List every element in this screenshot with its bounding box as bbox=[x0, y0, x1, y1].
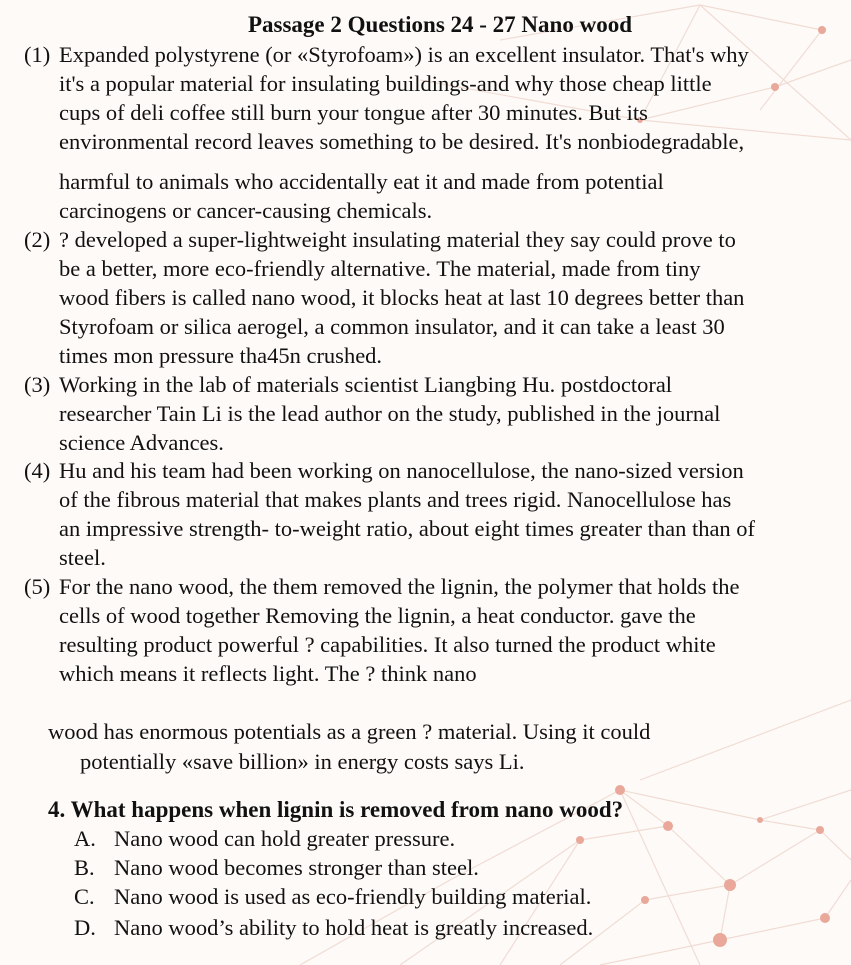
paragraph-line: which means it reflects light. The ? think nano bbox=[59, 661, 477, 686]
paragraph-number: (4) bbox=[24, 458, 51, 483]
paragraph-line: wood has enormous potentials as a green ? material. Using it could bbox=[48, 719, 651, 744]
paragraph-1 bbox=[24, 40, 846, 156]
passage-title: Passage 2 Questions 24 - 27 Nano wood bbox=[247, 12, 632, 37]
paragraph-line: times mon pressure tha45n crushed. bbox=[59, 343, 383, 368]
paragraph-line: environmental record leaves something to be desired. It's nonbiodegradable, bbox=[59, 129, 745, 154]
paragraph-line: science Advances. bbox=[59, 430, 224, 455]
paragraph-line: be a better, more eco-friendly alternative. The material, made from tiny bbox=[59, 256, 701, 281]
paragraph-line: an impressive strength- to-weight ratio, about eight times greater than than of bbox=[59, 516, 756, 541]
paragraph-line: harmful to animals who accidentally eat it and made from potential bbox=[59, 169, 664, 194]
paragraph-line: ? developed a super-lightweight insulating material they say could prove to bbox=[59, 227, 736, 252]
paragraph-line: steel. bbox=[59, 545, 106, 570]
paragraph-line: cups of deli coffee still burn your tongue after 30 minutes. But its bbox=[59, 100, 648, 125]
paragraph-line: Styrofoam or silica aerogel, a common insulator, and it can take a least 30 bbox=[59, 314, 725, 339]
option-text: Nano wood’s ability to hold heat is greatly increased. bbox=[114, 915, 594, 940]
paragraph-line: resulting product powerful ? capabilities. It also turned the product white bbox=[59, 632, 716, 657]
paragraph-line: of the fibrous material that makes plants and trees rigid. Nanocellulose has bbox=[59, 487, 732, 512]
option-letter: D. bbox=[74, 915, 96, 940]
paragraph-line: carcinogens or cancer-causing chemicals. bbox=[59, 198, 433, 223]
paragraph-4 bbox=[24, 456, 846, 572]
paragraph-2 bbox=[24, 225, 846, 370]
option-text: Nano wood is used as eco-friendly building material. bbox=[114, 884, 592, 909]
paragraph-line: wood fibers is called nano wood, it blocks heat at last 10 degrees better than bbox=[59, 285, 745, 310]
option-letter: A. bbox=[74, 826, 96, 851]
paragraph-number: (3) bbox=[24, 372, 51, 397]
paragraph-line: Hu and his team had been working on nanocellulose, the nano-sized version bbox=[59, 458, 744, 483]
paragraph-1-continued bbox=[59, 167, 664, 225]
paragraph-5 bbox=[24, 572, 846, 688]
option-text: Nano wood can hold greater pressure. bbox=[114, 826, 456, 851]
paragraph-5-continued bbox=[48, 717, 650, 777]
paragraph-line: Expanded polystyrene (or «Styrofoam») is an excellent insulator. That's why bbox=[59, 42, 749, 67]
option-text: Nano wood becomes stronger than steel. bbox=[114, 855, 479, 880]
answer-option-c[interactable] bbox=[74, 883, 591, 911]
answer-option-a[interactable] bbox=[74, 825, 455, 853]
option-letter: B. bbox=[74, 855, 95, 880]
paragraph-line: cells of wood together Removing the lignin, a heat conductor. gave the bbox=[59, 603, 696, 628]
paragraph-line: potentially «save billion» in energy costs says Li. bbox=[80, 749, 525, 774]
paragraph-3 bbox=[24, 370, 846, 457]
paragraph-line: researcher Tain Li is the lead author on the study, published in the journal bbox=[59, 401, 721, 426]
paragraph-line: For the nano wood, the them removed the lignin, the polymer that holds the bbox=[59, 574, 740, 599]
paragraph-number: (2) bbox=[24, 227, 51, 252]
answer-option-d[interactable] bbox=[74, 914, 593, 942]
paragraph-number: (5) bbox=[24, 574, 51, 599]
paragraph-line: it's a popular material for insulating buildings-and why those cheap little bbox=[59, 71, 712, 96]
question-4: 4. What happens when lignin is removed from nano wood? bbox=[48, 797, 624, 822]
paragraph-line: Working in the lab of materials scientist Liangbing Hu. postdoctoral bbox=[59, 372, 673, 397]
answer-option-b[interactable] bbox=[74, 854, 479, 882]
option-letter: C. bbox=[74, 884, 95, 909]
paragraph-number: (1) bbox=[24, 42, 51, 67]
